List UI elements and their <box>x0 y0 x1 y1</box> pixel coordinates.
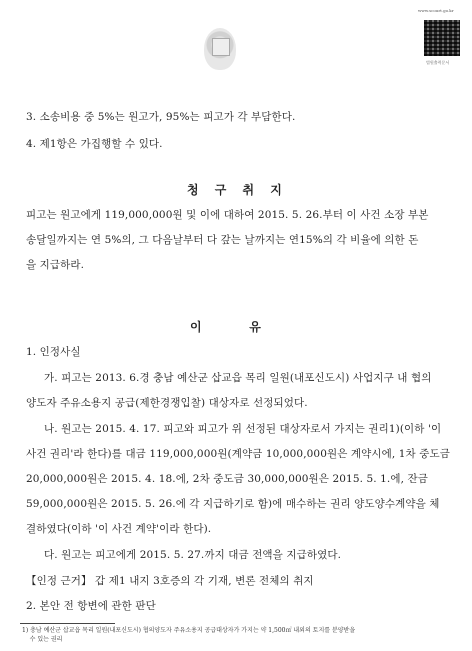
evidence-basis: 【인정 근거】 갑 제1 내지 3호증의 각 기재, 변론 전체의 취지 <box>26 575 314 587</box>
claim-line: 피고는 원고에게 119,000,000원 및 이에 대하여 2015. 5. 26.부터 이 사건 소장 부본 <box>26 209 429 221</box>
fact-na-line: 59,000,000원은 2015. 5. 26.에 각 지급하기로 함)에 매수하는 권리 양도양수계약을 체 <box>26 498 440 510</box>
fact-na-line: 사건 권리'라 한다)를 대금 119,000,000원(계약금 10,000,000원은 계약시에, 1차 중도금 <box>26 448 450 460</box>
order-item-3: 3. 소송비용 중 5%는 원고가, 95%는 피고가 각 부담한다. <box>26 111 296 123</box>
footnote-divider <box>20 623 115 624</box>
reason-heading: 이 유 <box>190 320 262 334</box>
court-emblem-center <box>212 38 230 56</box>
fact-na-line: 나. 원고는 2015. 4. 17. 피고와 피고가 위 선정된 대상자로서 가지는 권리1)(이하 '이 <box>44 423 442 435</box>
claim-line: 을 지급하라. <box>26 259 85 271</box>
footnote-line: 1) 충남 예산군 삽교읍 목리 일원(내포신도시) 협의양도자 주유소용지 공급대상자가 가지는 약 1,500㎡ 내외의 토지를 분양받을 <box>22 627 356 634</box>
section-2-title: 2. 본안 전 항변에 관한 판단 <box>26 600 156 612</box>
order-item-4: 4. 제1항은 가집행할 수 있다. <box>26 138 163 150</box>
fact-da-line: 다. 원고는 피고에게 2015. 5. 27.까지 대금 전액을 지급하였다. <box>44 549 342 561</box>
qr-url: www.scourt.go.kr <box>418 8 454 13</box>
section-1-title: 1. 인정사실 <box>26 346 81 358</box>
fact-ga-line: 가. 피고는 2013. 6.경 충남 예산군 삽교읍 목리 일원(내포신도시) 사업지구 내 협의 <box>44 372 432 384</box>
fact-na-line: 20,000,000원은 2015. 4. 18.에, 2차 중도금 30,000,000원은 2015. 5. 1.에, 잔금 <box>26 473 428 485</box>
qr-caption: 법원출력문서 <box>426 60 450 65</box>
qr-code-icon <box>424 20 460 56</box>
claim-line: 송달일까지는 연 5%의, 그 다음날부터 다 갚는 날까지는 연15%의 각 비율에 의한 돈 <box>26 234 419 246</box>
footnote-line: 수 있는 권리 <box>22 636 63 643</box>
fact-ga-line: 양도자 주유소용지 공급(제한경쟁입찰) 대상자로 선정되었다. <box>26 397 308 409</box>
claim-heading: 청 구 취 지 <box>187 183 288 197</box>
fact-na-line: 결하였다(이하 '이 사건 계약'이라 한다). <box>26 523 212 535</box>
